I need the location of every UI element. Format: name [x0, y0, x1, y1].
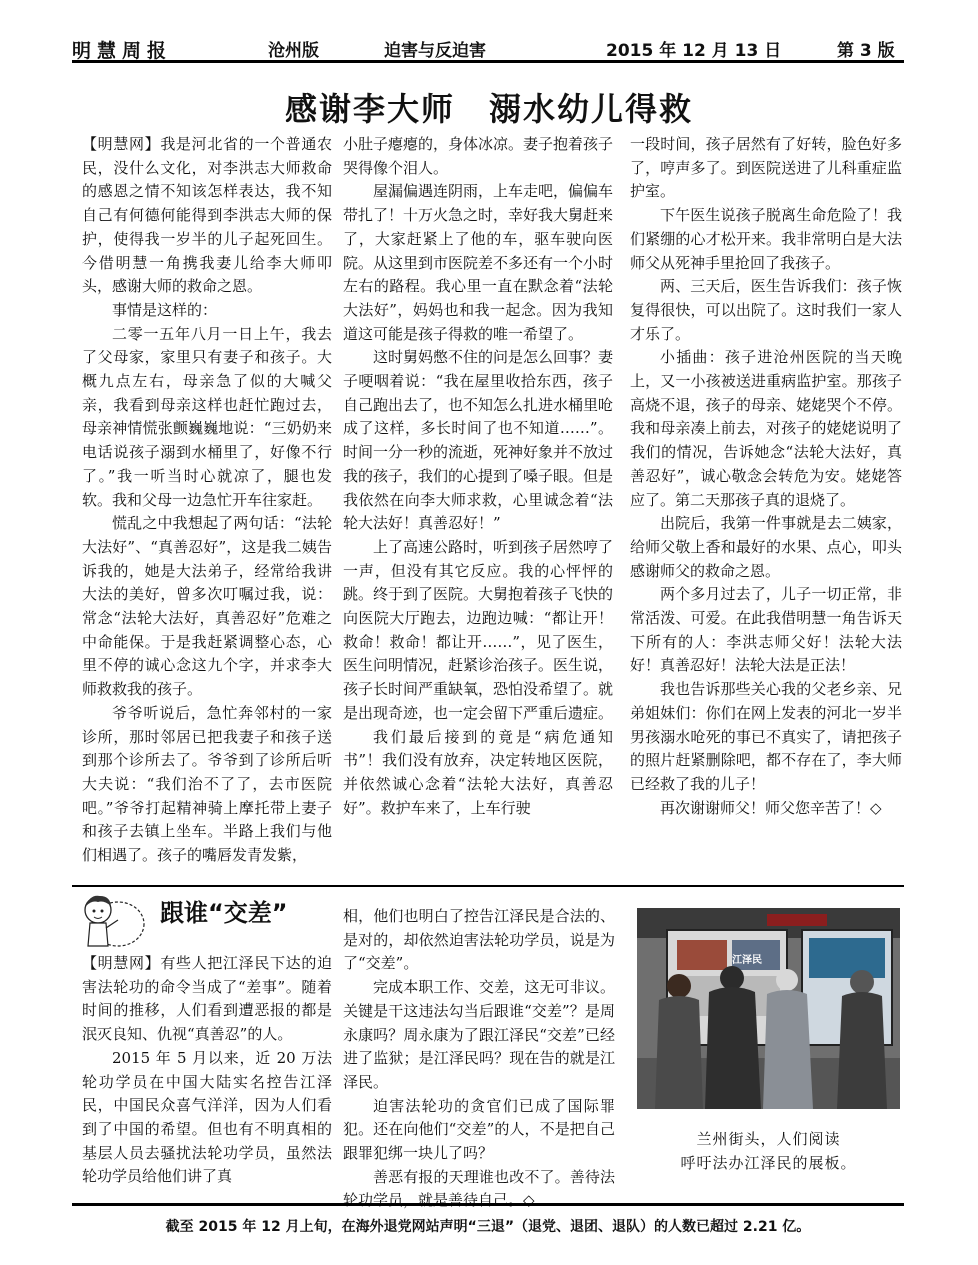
paragraph: 慌乱之中我想起了两句话：“法轮大法好”、“真善忍好”，这是我二姨告诉我的，她是大法弟子，经常给我讲大法的美好，曾多次叮嘱过我，说：常念“法轮大法好，真善忍好”危难之中命能保。于是我赶紧调整心态，心里不停的诚心念这九个字，并求李大师救救我的孩子。: [82, 514, 332, 699]
article-title: 感谢李大师 溺水幼儿得救: [284, 90, 693, 128]
column-label: 迫害与反迫害: [384, 41, 486, 61]
paragraph: 上了高速公路时，听到孩子居然哼了一声，但没有其它反应。我的心怦怦的跳。终于到了医院。大舅抱着孩子飞快的向医院大厅跑去，边跑边喊：“都让开！救命！救命！都让开……”，见了医生，医生问明情况，赶紧诊治孩子。医生说，孩子长时间严重缺氧，恐怕没希望了。就是出现奇迹，也一定会留下严重后遗症。: [343, 537, 614, 722]
paragraph: 善恶有报的天理谁也改不了。善待法轮功学员，就是善待自己。◇: [343, 1167, 615, 1210]
sub-article-column-2: [343, 905, 615, 1213]
paragraph: 两、三天后，医生告诉我们：孩子恢复得很快，可以出院了。这时我们一家人才乐了。: [630, 277, 902, 343]
street-display-photo: [637, 908, 900, 1109]
page-header: [72, 34, 904, 63]
paragraph: 这时舅妈憋不住的问是怎么回事？妻子哽咽着说：“我在屋里收拾东西，孩子自己跑出去了，也不知怎么扎进水桶里呛成了这样，多长时间了也不知道……”。时间一分一秒的流逝，死神好象并不放过我的孩子，我们的心提到了嗓子眼。但是我依然在向李大师求救，心里诚念着“法轮大法好！真善忍好！”: [343, 348, 614, 533]
sub-article-title: 跟谁“交差”: [160, 899, 288, 927]
paragraph: 一段时间，孩子居然有了好转，脸色好多了，哼声多了。到医院送进了儿科重症监护室。: [630, 135, 902, 201]
sub-article-column-1: [82, 952, 332, 1189]
paragraph: 再次谢谢师父！师父您辛苦了！◇: [660, 798, 882, 817]
edition-label: 沧州版: [268, 41, 319, 61]
article-column-1: [82, 133, 332, 868]
paragraph: 迫害法轮功的贪官们已成了国际罪犯。还在向他们“交差”的人，不是把自己跟罪犯绑一块儿了吗？: [343, 1096, 615, 1163]
paragraph: 爷爷听说后，急忙奔邻村的一家诊所，那时邻居已把我妻子和孩子送到那个诊所去了。爷爷到了诊所后听大夫说：“我们治不了了，去市医院吧。”爷爷打起精神骑上摩托带上妻子和孩子去镇上坐车。半路上我们与他们相遇了。孩子的嘴唇发青发紫，: [82, 703, 332, 865]
page-number: 第 3 版: [837, 41, 895, 61]
article-column-3: [630, 133, 902, 820]
issue-date: 2015 年 12 月 13 日: [606, 41, 782, 61]
caption-line-2: 呼吁法办江泽民的展板。: [680, 1154, 857, 1172]
cartoon-boy-icon: [78, 890, 148, 950]
footer-notice: 截至 2015 年 12 月上旬，在海外退党网站声明“三退”（退党、退团、退队）的人数已超过 2.21 亿。: [72, 1203, 904, 1236]
paragraph: 小插曲：孩子进沧州医院的当天晚上，又一小孩被送进重病监护室。那孩子高烧不退，孩子的母亲、姥姥哭个不停。我和母亲凑上前去，对孩子的姥姥说明了我们的情况，告诉她念“法轮大法好，真善忍好”，诚心敬念会转危为安。姥姥答应了。第二天那孩子真的退烧了。: [630, 348, 902, 509]
photo-caption: [637, 1127, 900, 1175]
paragraph: 二零一五年八月一日上午，我去了父母家，家里只有妻子和孩子。大概九点左右，母亲急了似的大喊父亲，我看到母亲这样也赶忙跑过去，母亲神情慌张颤巍巍地说：“三奶奶来电话说孩子溺到水桶里了，好像不行了。”我一听当时心就凉了，腿也发软。我和父母一边急忙开车往家赶。: [82, 324, 332, 509]
paragraph: 下午医生说孩子脱离生命危险了！我们紧绷的心才松开来。我非常明白是大法师父从死神手里抢回了我孩子。: [630, 206, 902, 272]
paragraph: 我们最后接到的竟是“病危通知书”！我们没有放弃，决定转地区医院，并依然诚心念着“法轮大法好，真善忍好”。救护车来了，上车行驶: [343, 727, 613, 817]
article-column-2: [343, 133, 613, 820]
paragraph: 小肚子瘪瘪的，身体冰凉。妻子抱着孩子哭得像个泪人。: [343, 135, 614, 177]
newspaper-name: 明慧周报: [72, 40, 173, 62]
paragraph: 事情是这样的：: [112, 300, 218, 319]
section-divider: [72, 885, 904, 887]
paragraph: 2015 年 5 月以来，近 20 万法轮功学员在中国大陆实名控告江泽民，中国民众喜气洋洋，因为人们看到了中国的希望。但也有不明真相的基层人员去骚扰法轮功学员，虽然法轮功学员给他们讲了真: [82, 1048, 332, 1186]
paragraph: 两个多月过去了，儿子一切正常，非常活泼、可爱。在此我借明慧一角告诉天下所有的人：李洪志师父好！法轮大法好！真善忍好！法轮大法是正法！: [630, 585, 902, 675]
photo-sign-text: 江泽民: [732, 955, 762, 966]
paragraph: 相，他们也明白了控告江泽民是合法的、是对的，却依然迫害法轮功学员，说是为了“交差”。: [343, 907, 615, 973]
paragraph: 完成本职工作、交差，这无可非议。关键是干这违法勾当后跟谁“交差”？是周永康吗？周永康为了跟江泽民“交差”已经进了监狱；是江泽民吗？现在告的就是江泽民。: [343, 978, 615, 1091]
caption-line-1: 兰州街头，人们阅读: [696, 1130, 841, 1148]
paragraph: 屋漏偏遇连阴雨，上车走吧，偏偏车带扎了！十万火急之时，幸好我大舅赶来了，大家赶紧上了他的车，驱车驶向医院。从这里到市医院差不多还有一个小时左右的路程。我心里一直在默念着“法轮大法好”，妈妈也和我一起念。因为我知道这可能是孩子得救的唯一希望了。: [343, 182, 614, 343]
paragraph: 【明慧网】有些人把江泽民下达的迫害法轮功的命令当成了“差事”。随着时间的推移，人们看到遭恶报的都是泯灭良知、仇视“真善忍”的人。: [82, 954, 332, 1044]
paragraph: 我也告诉那些关心我的父老乡亲、兄弟姐妹们：你们在网上发表的河北一岁半男孩溺水呛死的事已不真实了，请把孩子的照片赶紧删除吧，都不存在了，李大师已经救了我的儿子！: [630, 680, 902, 793]
paragraph: 出院后，我第一件事就是去二姨家，给师父敬上香和最好的水果、点心，叩头感谢师父的救命之恩。: [630, 514, 902, 580]
paragraph: 【明慧网】我是河北省的一个普通农民，没什么文化，对李洪志大师救命的感恩之情不知该怎样表达，我不知自己有何德何能得到李洪志大师的保护，使得我一岁半的儿子起死回生。今借明慧一角携我妻儿给李大师叩头，感谢大师的救命之恩。: [82, 135, 332, 296]
